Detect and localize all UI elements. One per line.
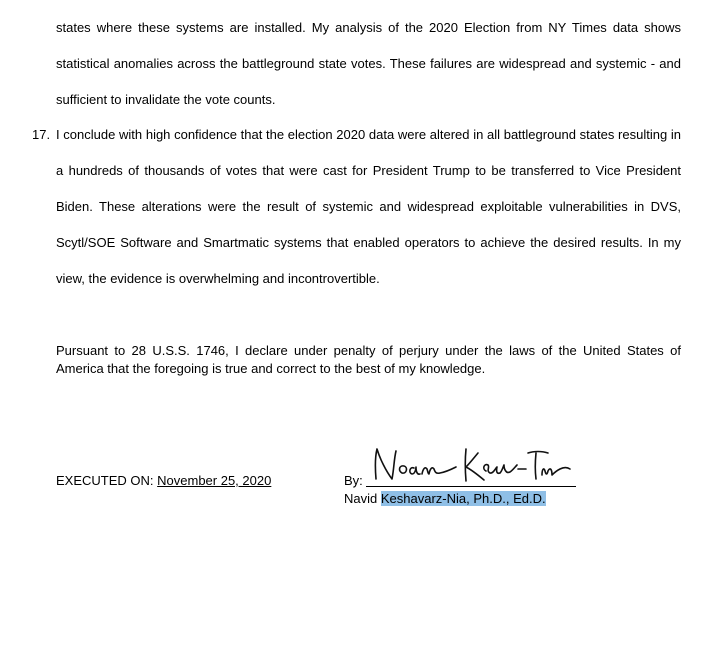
item-text: I conclude with high confidence that the election 2020 data were altered in all battleground states resulting in a hundreds of thousands of votes that were cast for President Trump to be transferred to Vice President Biden. These alterations were the result of systemic and widespread exploitable vulnerabilities in DVS, Scytl/SOE Software and Smartmatic systems that enabled operators to achieve the desired results. In my view, the evidence is overwhelming and incontrovertible. — [56, 127, 681, 286]
signer-highlighted-name[interactable]: Keshavarz-Nia, Ph.D., Ed.D. — [380, 491, 546, 506]
executed-on-line — [56, 473, 271, 488]
item-number: 17. — [32, 127, 51, 142]
by-label: By: — [344, 473, 363, 488]
continued-paragraph: states where these systems are installed. My analysis of the 2020 Election from NY Times data shows statistical anomalies across the battleground state votes. These failures are widespread and systemic - and sufficient to invalidate the vote counts. — [56, 20, 681, 107]
signature-block — [344, 473, 363, 488]
numbered-item-17 — [32, 117, 681, 297]
signer-name — [344, 491, 546, 506]
handwritten-signature — [370, 445, 580, 487]
declaration-paragraph: Pursuant to 28 U.S.S. 1746, I declare under penalty of perjury under the laws of the United States of America that the foregoing is true and correct to the best of my knowledge. — [56, 343, 681, 376]
executed-date: November 25, 2020 — [157, 473, 272, 488]
executed-label: EXECUTED ON: — [56, 473, 154, 488]
signer-first-name: Navid — [344, 491, 378, 506]
